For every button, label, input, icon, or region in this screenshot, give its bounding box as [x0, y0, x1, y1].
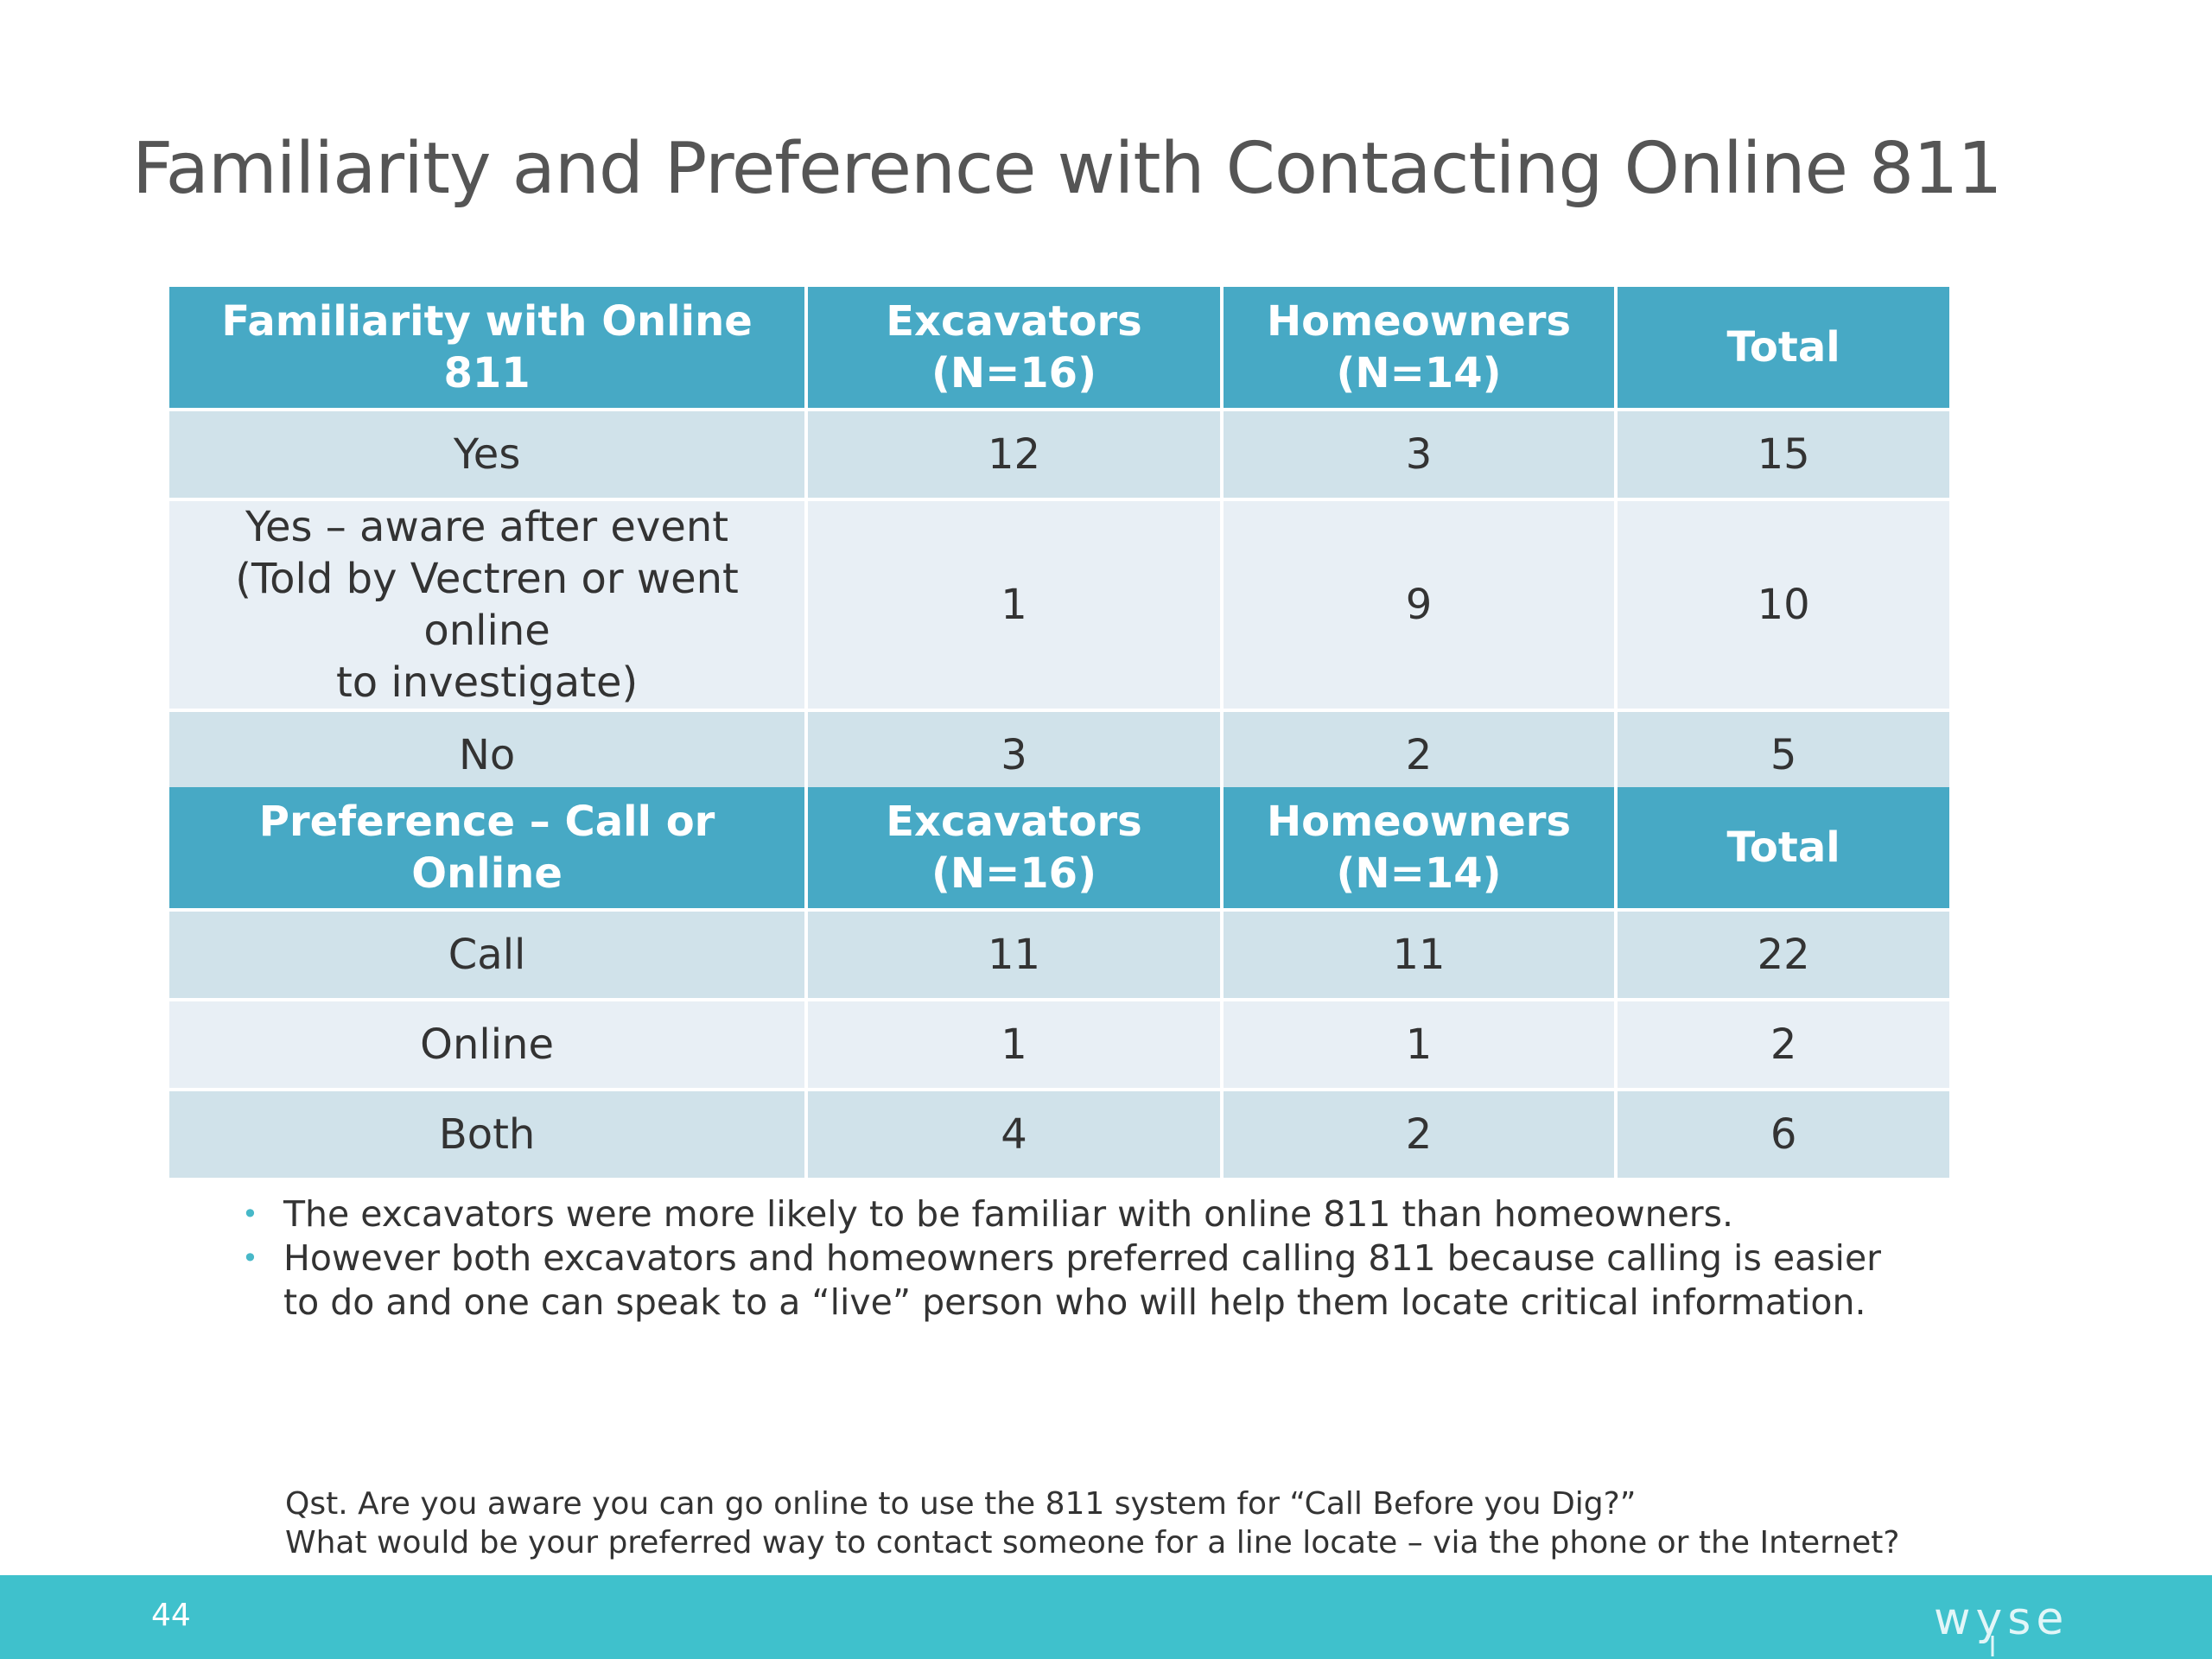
question-text — [285, 1484, 1900, 1562]
note-text: The excavators were more likely to be familiar with online 811 than homeowners. — [283, 1193, 1734, 1235]
header-category: Preference – Call or Online — [169, 787, 804, 908]
table-row — [169, 411, 1949, 498]
header-homeowners: Homeowners (N=14) — [1224, 287, 1614, 408]
cell-total: 2 — [1618, 1001, 1949, 1088]
cell-excavators: 1 — [808, 501, 1220, 709]
row-label: Both — [169, 1091, 804, 1178]
cell-total: 6 — [1618, 1091, 1949, 1178]
footer-bar — [0, 1575, 2212, 1659]
cell-homeowners: 1 — [1224, 1001, 1614, 1088]
summary-notes — [242, 1192, 1884, 1325]
note-item — [242, 1192, 1884, 1236]
cell-total: 5 — [1618, 712, 1949, 798]
question-line: What would be your preferred way to contact someone for a line locate – via the phone or the Internet? — [285, 1525, 1900, 1560]
preference-table — [166, 784, 1953, 1181]
logo-text: wyse — [1934, 1593, 2069, 1645]
row-label: Online — [169, 1001, 804, 1088]
cell-excavators: 4 — [808, 1091, 1220, 1178]
cell-homeowners: 3 — [1224, 411, 1614, 498]
row-label — [169, 501, 804, 709]
row-label-line: (Told by Vectren or went online — [235, 555, 739, 655]
row-label: Call — [169, 912, 804, 998]
cell-homeowners: 9 — [1224, 501, 1614, 709]
table-header-row — [169, 287, 1949, 408]
wyse-logo — [1932, 1584, 2079, 1658]
note-item — [242, 1236, 1884, 1325]
cell-total: 10 — [1618, 501, 1949, 709]
table-row — [169, 912, 1949, 998]
row-label-line: Yes – aware after event — [245, 503, 729, 551]
header-excavators: Excavators (N=16) — [808, 287, 1220, 408]
bullet-icon: • — [242, 1242, 258, 1274]
cell-homeowners: 11 — [1224, 912, 1614, 998]
header-total: Total — [1618, 287, 1949, 408]
cell-excavators: 1 — [808, 1001, 1220, 1088]
cell-homeowners: 2 — [1224, 712, 1614, 798]
cell-homeowners: 2 — [1224, 1091, 1614, 1178]
cell-total: 22 — [1618, 912, 1949, 998]
cell-excavators: 3 — [808, 712, 1220, 798]
header-category: Familiarity with Online 811 — [169, 287, 804, 408]
header-total: Total — [1618, 787, 1949, 908]
row-label: No — [169, 712, 804, 798]
row-label: Yes — [169, 411, 804, 498]
table-row — [169, 1001, 1949, 1088]
table-header-row — [169, 787, 1949, 908]
question-line: Qst. Are you aware you can go online to use the 811 system for “Call Before you Dig?” — [285, 1486, 1637, 1522]
table-row — [169, 501, 1949, 709]
row-label-line: to investigate) — [335, 658, 639, 707]
bullet-icon: • — [242, 1198, 258, 1230]
table-row — [169, 1091, 1949, 1178]
header-excavators: Excavators (N=16) — [808, 787, 1220, 908]
cell-excavators: 11 — [808, 912, 1220, 998]
slide-title: Familiarity and Preference with Contacting Online 811 — [132, 128, 2002, 210]
header-homeowners: Homeowners (N=14) — [1224, 787, 1614, 908]
note-text: However both excavators and homeowners preferred calling 811 because calling is easier to do and one can speak to a “live” person who will help them locate critical information. — [283, 1237, 1882, 1323]
page-number: 44 — [151, 1598, 191, 1633]
familiarity-table — [166, 283, 1953, 802]
cell-total: 15 — [1618, 411, 1949, 498]
cell-excavators: 12 — [808, 411, 1220, 498]
